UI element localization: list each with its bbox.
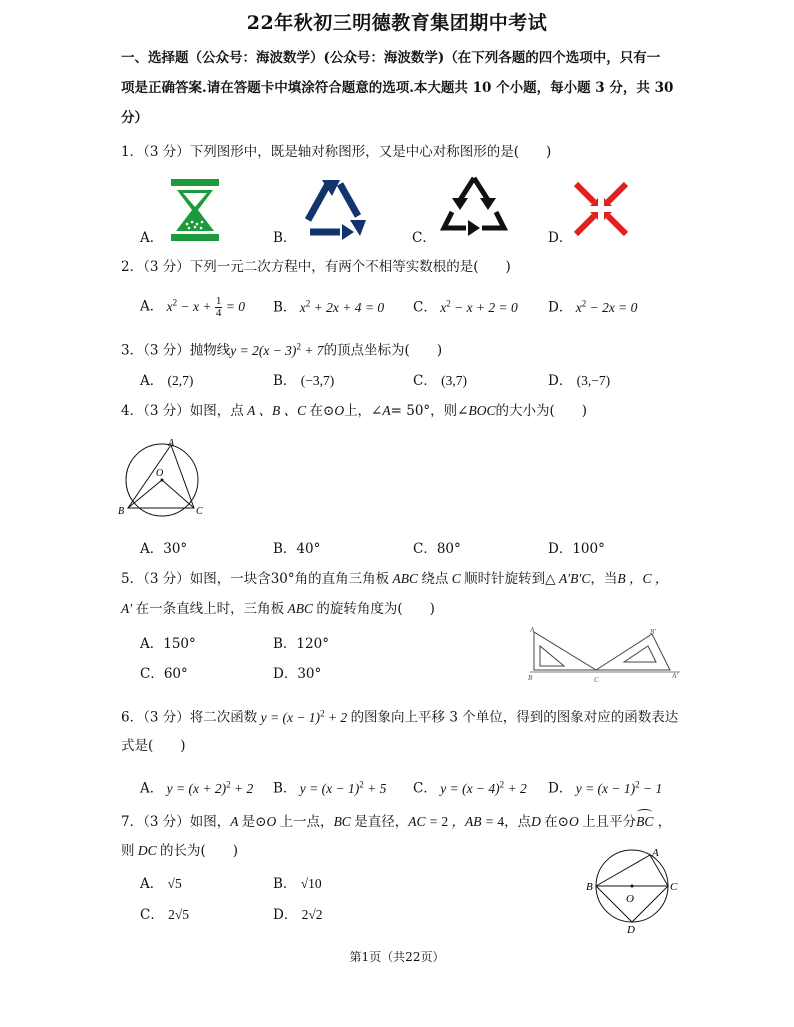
q5-label-b-prime: B′	[650, 628, 656, 636]
q7-line2-prefix: 则	[121, 843, 135, 859]
question-7-line2	[121, 841, 238, 861]
q3-option-d-label: D．	[548, 373, 573, 389]
q7-label-a: A	[652, 847, 659, 859]
q6-option-d-label: D．	[548, 780, 573, 797]
q6-option-d[interactable]	[548, 774, 662, 799]
q3-option-c-value: (3,7)	[441, 373, 468, 388]
q2-option-c-label: C．	[413, 299, 437, 316]
q2-option-d-label: D．	[548, 299, 573, 316]
q1-option-d[interactable]: D．	[548, 230, 573, 246]
q6-option-b-label: B．	[273, 780, 297, 797]
q7-label-c: C	[670, 881, 678, 893]
q7-option-a[interactable]	[140, 874, 182, 894]
q7-mid2: 上一点，	[279, 814, 334, 830]
q4-label-c: C	[196, 506, 203, 517]
question-4-stem	[121, 401, 587, 421]
q1-option-b[interactable]: B．	[273, 230, 297, 246]
q2-option-c-equation: $x^2 - x + 2 = 0$	[436, 298, 518, 315]
q6-function: $y = (x - 1)^2 + 2$	[257, 708, 351, 725]
q7-option-c-value: 2√5	[168, 907, 190, 922]
q2-option-b-label: B．	[273, 299, 297, 316]
q4-prefix: 4．（3 分）如图，点	[121, 403, 244, 419]
q4-mid1: 在⊙	[309, 403, 335, 419]
q4-option-a[interactable]: A．30°	[140, 541, 188, 557]
q5-label-b: B	[528, 674, 533, 682]
q2-option-a-label: A．	[140, 298, 164, 315]
q4-option-b[interactable]: B．40°	[273, 541, 321, 557]
q5-line1-mid2: 顺时针旋转到△	[464, 571, 556, 587]
q4-label-o: O	[156, 468, 164, 479]
question-2-stem: 2．（3 分）下列一元二次方程中，有两个不相等实数根的是( )	[121, 259, 511, 275]
q4-label-b: B	[118, 506, 125, 517]
q7-circle-figure	[584, 846, 682, 934]
q5-option-d[interactable]: D．30°	[273, 666, 322, 682]
q2-option-a-equation: $x^2 - x$ + $\frac{1}{4}$ = 0	[163, 294, 245, 319]
q5-set-square-figure	[524, 626, 686, 684]
page-title: 22年秋初三明德教育集团期中考试	[246, 12, 548, 34]
question-1-stem: 1．（3 分）下列图形中，既是轴对称图形，又是中心对称图形的是( )	[121, 144, 552, 160]
q3-option-b-value: (−3,7)	[300, 373, 335, 388]
q3-prefix: 3．（3 分）抛物线	[121, 342, 231, 359]
q2-option-c[interactable]	[413, 293, 518, 318]
q4-option-c[interactable]: C．80°	[413, 541, 461, 557]
q7-option-a-value: √5	[167, 876, 182, 891]
q1-option-a[interactable]: A．	[140, 230, 164, 246]
q7-arc-bc: BC	[636, 812, 653, 832]
q4-mid3: = 50°，则∠	[390, 403, 469, 419]
page-footer: 第1页（共22页）	[349, 950, 445, 964]
q5-abc-2: ABC	[284, 601, 317, 616]
q7-option-b[interactable]	[273, 874, 322, 894]
q7-option-c-label: C．	[140, 907, 164, 923]
q7-mid1: 是⊙	[241, 814, 267, 830]
q6-option-c[interactable]	[413, 774, 527, 799]
q3-option-d-value: (3,−7)	[576, 373, 611, 388]
q5-option-c[interactable]: C．60°	[140, 666, 188, 682]
q7-option-d-value: 2√2	[301, 907, 323, 922]
q5-line1-prefix: 5．（3 分）如图，一块含30°角的直角三角板	[121, 571, 390, 587]
question-5-line2	[121, 599, 435, 619]
hourglass-figure	[167, 176, 223, 244]
q4-angle-boc: BOC	[468, 403, 496, 418]
q7-circle-o-2: O	[569, 814, 583, 829]
q7-mid5: 在⊙	[544, 814, 569, 830]
q7-option-c[interactable]	[140, 905, 189, 925]
q5-option-a[interactable]: A．150°	[140, 636, 196, 652]
q7-label-d: D	[627, 924, 635, 934]
q6-prefix: 6．（3 分）将二次函数	[121, 709, 258, 726]
q6-option-a-label: A．	[140, 780, 164, 797]
q3-option-a-label: A．	[140, 373, 164, 389]
q5-label-a: A	[530, 626, 535, 634]
q6-option-a-expr: $y = (x + 2)^2 + 2$	[163, 779, 254, 796]
q5-rotated-triangle: A′B′C	[555, 571, 591, 586]
q7-prefix: 7．（3 分）如图，	[121, 814, 231, 830]
q3-option-a[interactable]	[140, 371, 193, 391]
q5-abc: ABC	[389, 571, 422, 586]
q2-option-a[interactable]	[140, 292, 245, 319]
q6-option-c-expr: $y = (x - 4)^2 + 2$	[436, 779, 527, 796]
q5-option-b[interactable]: B．120°	[273, 636, 329, 652]
q7-point-d: D	[531, 814, 545, 829]
q5-point-a-prime: A′	[121, 601, 136, 616]
q7-option-d-label: D．	[273, 907, 298, 923]
red-x-arrows-figure	[570, 178, 632, 240]
recycle-triangle-black-figure	[438, 172, 510, 242]
q5-label-c: C	[594, 676, 599, 684]
q7-mid6: 上且平分	[582, 814, 637, 830]
q7-mid3: 是直径，	[354, 814, 409, 830]
q4-mid2: 上，∠	[344, 403, 383, 419]
q2-option-d[interactable]	[548, 293, 637, 318]
question-6-line2: 式是( )	[121, 738, 186, 754]
q4-option-d[interactable]: D．100°	[548, 541, 605, 557]
q6-option-b-expr: $y = (x - 1)^2 + 5$	[296, 779, 387, 796]
question-3-stem	[121, 336, 442, 361]
q3-option-c[interactable]	[413, 371, 467, 391]
q2-option-b-equation: $x^2 + 2x + 4 = 0$	[296, 298, 385, 315]
q6-option-a[interactable]	[140, 774, 253, 799]
q5-label-a-prime: A′	[672, 672, 678, 680]
q6-option-d-expr: $y = (x - 1)^2 - 1$	[572, 779, 663, 796]
q3-parabola-equation: $y = 2(x - 3)^2 + 7$	[230, 341, 324, 358]
q7-point-a: A	[230, 814, 242, 829]
section-heading-line3: 分）	[121, 110, 148, 126]
q6-option-b[interactable]	[273, 774, 386, 799]
q5-line1-mid: 绕点	[421, 571, 449, 587]
q5-line2-end: 的旋转角度为( )	[316, 601, 435, 617]
q5-line2-suffix: 在一条直线上时，三角板	[135, 601, 285, 617]
q7-line2-suffix: 的长为( )	[160, 843, 239, 859]
q6-option-c-label: C．	[413, 780, 437, 797]
q7-dc: DC	[134, 843, 161, 858]
recycle-triangle-blue-figure	[300, 176, 368, 240]
q1-option-c[interactable]: C．	[412, 230, 436, 246]
q5-points-bc: B ，C ，	[617, 571, 669, 586]
q7-option-d[interactable]	[273, 905, 323, 925]
q7-label-b: B	[586, 881, 593, 893]
q4-circle-figure	[116, 438, 208, 520]
question-5-line1	[121, 569, 668, 589]
q7-mid4: ，点	[504, 814, 532, 830]
q7-bc: BC	[333, 814, 355, 829]
q3-option-c-label: C．	[413, 373, 437, 389]
section-heading-line2: 项是正确答案.请在答题卡中填涂符合题意的选项.本大题共 10 个小题，每小题 3 分，共 30	[121, 80, 674, 96]
q4-label-a: A	[168, 438, 175, 449]
q4-points: A 、B 、C	[243, 403, 310, 418]
q3-option-d[interactable]	[548, 371, 610, 391]
q7-lengths: AC = 2 ，AB = 4	[408, 814, 505, 829]
q7-label-o: O	[626, 893, 634, 905]
q7-option-a-label: A．	[140, 876, 164, 892]
q4-angle-a: A	[382, 403, 391, 418]
q6-suffix: 的图象向上平移 3 个单位，得到的图象对应的函数表达	[350, 709, 679, 726]
q7-option-b-value: √10	[300, 876, 322, 891]
question-7-line1: 7．（3 分）如图，A 是⊙O 上一点，BC 是直径，AC = 2 ，AB = 4，点D 在⊙O 上且平分BC ，	[121, 814, 672, 830]
q5-line1-suffix: ，当	[590, 571, 618, 587]
q5-point-c: C	[448, 571, 465, 586]
q3-suffix: 的顶点坐标为( )	[323, 342, 443, 359]
q2-option-d-equation: $x^2 - 2x = 0$	[572, 298, 638, 315]
q3-option-b[interactable]	[273, 371, 334, 391]
q4-suffix: 的大小为( )	[495, 403, 588, 419]
q7-option-b-label: B．	[273, 876, 297, 892]
q3-option-a-value: (2,7)	[167, 373, 194, 388]
q4-circle-o: O	[334, 403, 345, 418]
question-6-line1	[121, 703, 678, 728]
q2-option-b[interactable]	[273, 293, 384, 318]
q7-circle-o: O	[266, 814, 280, 829]
q3-option-b-label: B．	[273, 373, 297, 389]
section-heading-line1: 一、选择题（公众号：海波数学）(公众号：海波数学)（在下列各题的四个选项中，只有一	[121, 50, 661, 66]
